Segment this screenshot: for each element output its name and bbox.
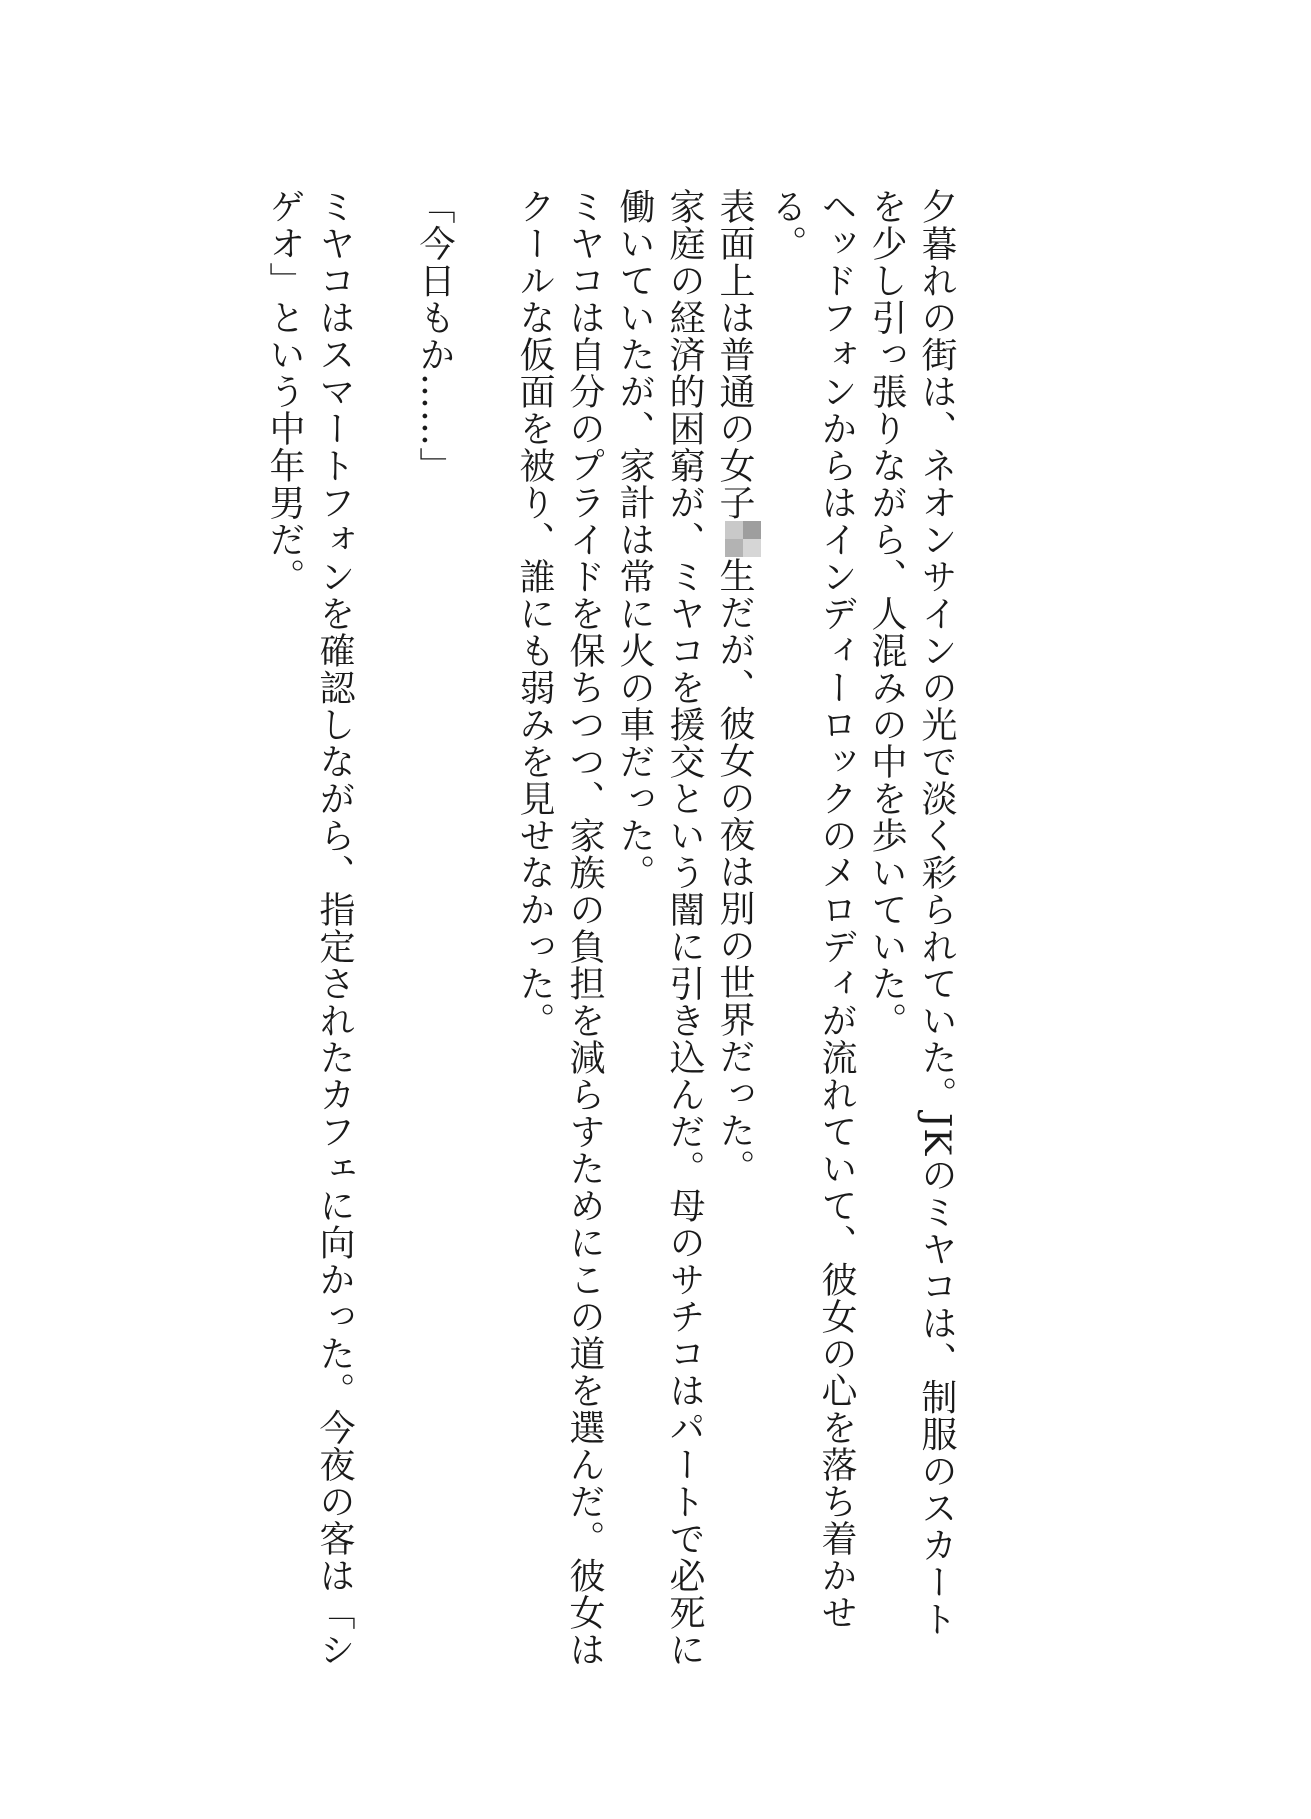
- paragraph-3-part-1: 表面上は普通の女子: [714, 188, 755, 521]
- mosaic-censor-icon: [725, 521, 761, 557]
- paragraph-gap: [359, 188, 409, 1668]
- vertical-text-body: [259, 188, 961, 1668]
- paragraph-6: ミヤコはスマートフォンを確認しながら、指定されたカフェに向かった。今夜の客は「シゲオ」という中年男だ。: [264, 188, 355, 1668]
- paragraph-2: ヘッドフォンからはインディーロックのメロディが流れていて、彼女の心を落ち着かせる。: [766, 188, 857, 1631]
- paragraph-1: 夕暮れの街は、ネオンサインの光で淡く彩られていた。JKのミヤコは、制服のスカートを少し引っ張りながら、人混みの中を歩いていた。: [866, 188, 957, 1638]
- paragraph-5: ミヤコは自分のプライドを保ちつつ、家族の負担を減らすためにこの道を選んだ。彼女はクールな仮面を被り、誰にも弱みを見せなかった。: [514, 188, 605, 1668]
- paragraph-3: [709, 188, 761, 1668]
- paragraph-gap: [459, 188, 509, 1668]
- paragraph-3-part-2: 生だが、彼女の夜は別の世界だった。: [714, 557, 755, 1186]
- dialogue-line: 「今日もか……」: [414, 188, 455, 484]
- paragraph-4: 家庭の経済的困窮が、ミヤコを援交という闇に引き込んだ。母のサチコはパートで必死に働いていたが、家計は常に火の車だった。: [614, 188, 705, 1668]
